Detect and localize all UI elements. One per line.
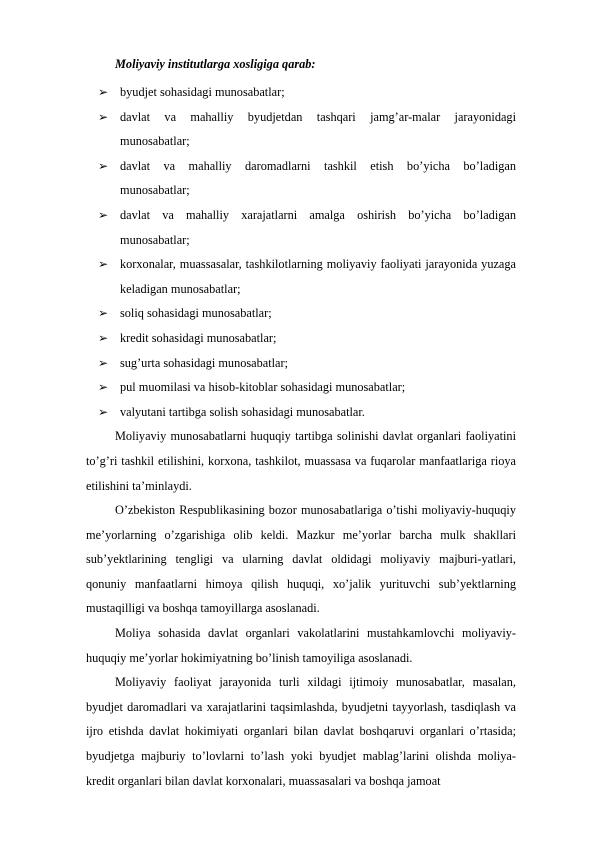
list-item: ➢ korxonalar, muassasalar, tashkilotlarning moliyaviy faoliyati jarayonida yuzaga keladigan munosabatlar; bbox=[86, 252, 516, 301]
arrow-bullet-icon: ➢ bbox=[98, 257, 109, 272]
arrow-bullet-icon: ➢ bbox=[98, 380, 109, 395]
bullet-list bbox=[86, 80, 516, 424]
body-paragraph: O’zbekiston Respublikasining bozor munosabatlariga o’tishi moliyaviy-huquqiy me’yorlarning o’zgarishiga olib keldi. Mazkur me’yorlar barcha mulk shakllari sub’yektlarining tengligi va ularning davlat oldidagi moliyaviy majburi-yatlari, qonuniy manfaatlarni himoya qilish huquqi, xo’jalik yurituvchi sub’yektlarning mustaqilligi va boshqa tamoyillarga asoslanadi. bbox=[86, 503, 516, 616]
document-page bbox=[86, 56, 516, 793]
arrow-bullet-icon: ➢ bbox=[98, 109, 109, 124]
list-item: ➢ davlat va mahalliy byudjetdan tashqari jamg’ar-malar jarayonidagi munosabatlar; bbox=[86, 105, 516, 154]
body-paragraph: Moliyaviy faoliyat jarayonida turli xildagi ijtimoiy munosabatlar, masalan, byudjet daromadlari va xarajatlarini taqsimlashda, byudjetni tayyorlash, tasdiqlash va ijro etishda davlat hokimiyati organlari bilan davlat boshqaruvi organlari o’rtasida; byudjetga majburiy to’lovlarni to’lash yoki byudjet mablag’larini olishda moliya-kredit organlari bilan davlat korxonalari, muassasalari va boshqa jamoat bbox=[86, 675, 516, 788]
list-item: ➢ davlat va mahalliy xarajatlarni amalga oshirish bo’yicha bo’ladigan munosabatlar; bbox=[86, 203, 516, 252]
body-paragraph: Moliya sohasida davlat organlari vakolatlarini mustahkamlovchi moliyaviy-huquqiy me’yorlar hokimiyatning bo’linish tamoyiliga asoslanadi. bbox=[86, 626, 516, 665]
section-heading: Moliyaviy institutlarga xosligiga qarab: bbox=[115, 57, 316, 71]
list-item: ➢ sug’urta sohasidagi munosabatlar; bbox=[86, 351, 516, 376]
arrow-bullet-icon: ➢ bbox=[98, 158, 109, 173]
list-item: ➢ kredit sohasidagi munosabatlar; bbox=[86, 326, 516, 351]
arrow-bullet-icon: ➢ bbox=[98, 207, 109, 222]
arrow-bullet-icon: ➢ bbox=[98, 404, 109, 419]
arrow-bullet-icon: ➢ bbox=[98, 330, 109, 345]
list-item: ➢ byudjet sohasidagi munosabatlar; bbox=[86, 80, 516, 105]
body-paragraph: Moliyaviy munosabatlarni huquqiy tartibga solinishi davlat organlari faoliyatini to’g’ri tashkil etilishini, korxona, tashkilot, muassasa va fuqarolar manfaatlariga rioya etilishini ta’minlaydi. bbox=[86, 429, 516, 493]
arrow-bullet-icon: ➢ bbox=[98, 85, 109, 99]
list-item: ➢ valyutani tartibga solish sohasidagi munosabatlar. bbox=[86, 400, 516, 425]
list-item: ➢ pul muomilasi va hisob-kitoblar sohasidagi munosabatlar; bbox=[86, 375, 516, 400]
arrow-bullet-icon: ➢ bbox=[98, 306, 109, 321]
arrow-bullet-icon: ➢ bbox=[98, 355, 109, 370]
list-item: ➢ davlat va mahalliy daromadlarni tashkil etish bo’yicha bo’ladigan munosabatlar; bbox=[86, 154, 516, 203]
list-item: ➢ soliq sohasidagi munosabatlar; bbox=[86, 301, 516, 326]
